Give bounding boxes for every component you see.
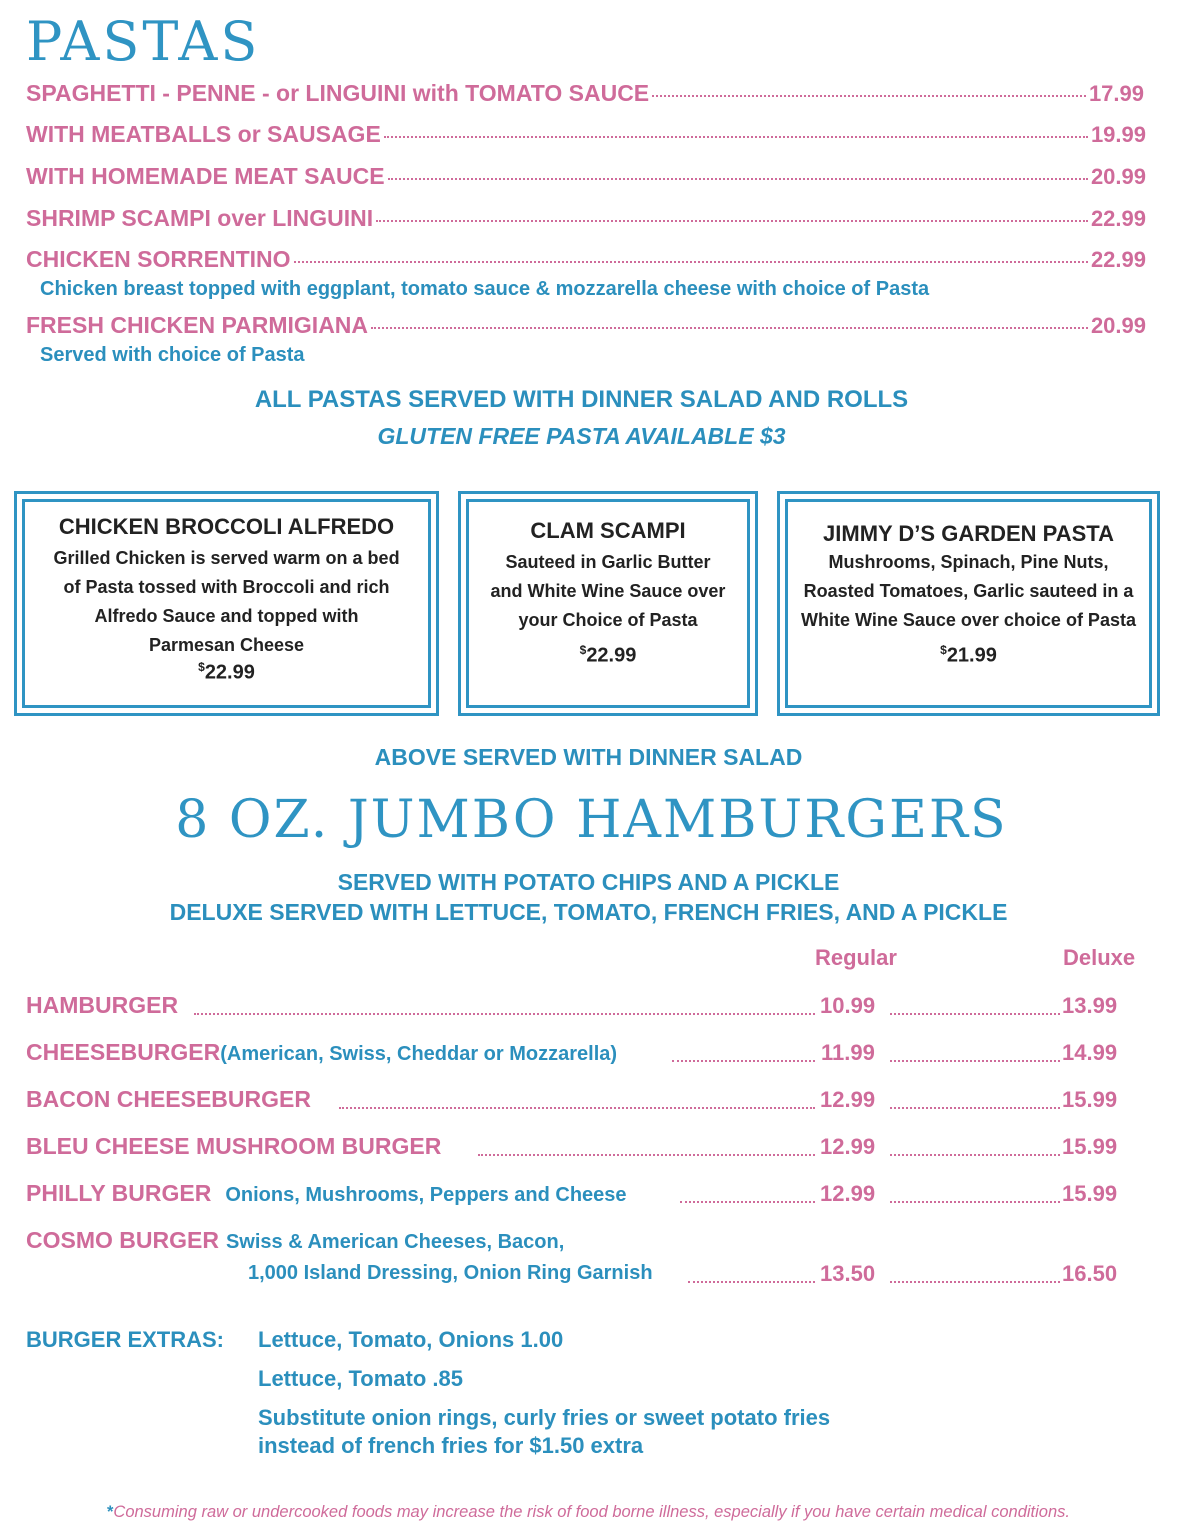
pasta-item-price: 19.99 xyxy=(1090,122,1146,147)
special-price: $21.99 xyxy=(940,643,997,667)
burger-name: BACON CHEESEBURGER xyxy=(26,1086,311,1112)
burger-item xyxy=(26,1133,441,1160)
gluten-free-note: GLUTEN FREE PASTA AVAILABLE $3 xyxy=(377,423,786,449)
pasta-item xyxy=(26,121,1146,148)
burger-deluxe-price: 13.99 xyxy=(1062,993,1118,1018)
burger-name: BLEU CHEESE MUSHROOM BURGER xyxy=(26,1133,442,1159)
special-title: CHICKEN BROCCOLI ALFREDO xyxy=(58,514,395,539)
pasta-note: ALL PASTAS SERVED WITH DINNER SALAD AND ROLLS xyxy=(254,386,909,413)
burger-desc: Swiss & American Cheeses, Bacon, xyxy=(225,1231,565,1253)
pasta-item xyxy=(26,246,1146,273)
disclaimer-text: Consuming raw or undercooked foods may increase the risk of food borne illness, especially if you have certain medical conditions. xyxy=(113,1503,1070,1521)
dotted-leader xyxy=(890,1013,1060,1015)
pasta-item-name: WITH MEATBALLS or SAUSAGE xyxy=(26,121,381,147)
column-deluxe: Deluxe xyxy=(1063,945,1136,970)
special-box xyxy=(458,491,758,716)
burger-name: HAMBURGER xyxy=(26,992,179,1018)
burger-deluxe-price: 15.99 xyxy=(1062,1134,1118,1159)
burger-regular-price: 12.99 xyxy=(820,1134,876,1159)
burger-item xyxy=(26,992,178,1019)
burger-regular-price: 12.99 xyxy=(820,1181,876,1206)
dotted-leader xyxy=(680,1201,815,1203)
special-desc-line: Sauteed in Garlic Butter xyxy=(505,552,711,572)
burger-name: PHILLY BURGER xyxy=(26,1180,212,1206)
burger-extra: Substitute onion rings, curly fries or sweet potato fries xyxy=(258,1405,831,1430)
dotted-leader xyxy=(672,1060,815,1062)
dotted-leader xyxy=(294,261,1088,263)
burger-deluxe-price: 15.99 xyxy=(1062,1181,1118,1206)
pasta-item-price: 17.99 xyxy=(1088,81,1144,106)
burger-extra: Lettuce, Tomato, Onions 1.00 xyxy=(258,1327,564,1352)
special-price: $22.99 xyxy=(579,643,637,667)
special-box-inner xyxy=(466,499,750,708)
pasta-item-name: CHICKEN SORRENTINO xyxy=(26,246,291,272)
burger-deluxe-price: 14.99 xyxy=(1062,1040,1118,1065)
dotted-leader xyxy=(890,1154,1060,1156)
burger-extras-label: BURGER EXTRAS: xyxy=(26,1327,225,1352)
pasta-item-desc: Served with choice of Pasta xyxy=(40,344,305,366)
dotted-leader xyxy=(371,327,1088,329)
dotted-leader xyxy=(890,1107,1060,1109)
dotted-leader xyxy=(652,95,1086,97)
special-desc-line: White Wine Sauce over choice of Pasta xyxy=(801,610,1136,630)
dotted-leader xyxy=(890,1281,1060,1283)
pasta-item xyxy=(26,80,1144,107)
pasta-item-name: FRESH CHICKEN PARMIGIANA xyxy=(26,312,369,338)
pasta-item-name: WITH HOMEMADE MEAT SAUCE xyxy=(26,163,385,189)
burger-desc: (American, Swiss, Cheddar or Mozzarella) xyxy=(220,1043,618,1065)
special-title: JIMMY D’S GARDEN PASTA xyxy=(823,521,1114,546)
special-box-inner xyxy=(785,499,1152,708)
burger-name: CHEESEBURGER xyxy=(26,1039,221,1065)
dotted-leader xyxy=(376,220,1088,222)
burger-regular-price: 11.99 xyxy=(821,1040,875,1065)
disclaimer xyxy=(0,1503,1185,1522)
specials-note: ABOVE SERVED WITH DINNER SALAD xyxy=(374,744,803,770)
dotted-leader xyxy=(890,1060,1060,1062)
burger-item xyxy=(26,1086,311,1113)
burger-item xyxy=(26,1180,627,1207)
pasta-item-name: SPAGHETTI - PENNE - or LINGUINI with TOMATO SAUCE xyxy=(26,80,650,106)
dotted-leader xyxy=(890,1201,1060,1203)
burgers-sub2: DELUXE SERVED WITH LETTUCE, TOMATO, FRENCH FRIES, AND A PICKLE xyxy=(169,899,1008,925)
dotted-leader xyxy=(384,136,1088,138)
pasta-item-desc: Chicken breast topped with eggplant, tomato sauce & mozzarella cheese with choice of Pasta xyxy=(40,278,930,300)
pastas-title: PASTAS xyxy=(26,10,261,73)
burger-regular-price: 13.50 xyxy=(820,1261,876,1286)
special-price: $22.99 xyxy=(198,660,255,684)
burger-extra: instead of french fries for $1.50 extra xyxy=(258,1433,644,1458)
burgers-sub1: SERVED WITH POTATO CHIPS AND A PICKLE xyxy=(337,869,840,895)
special-desc-line: Mushrooms, Spinach, Pine Nuts, xyxy=(828,552,1109,572)
dotted-leader xyxy=(339,1107,815,1109)
pasta-item-price: 20.99 xyxy=(1090,313,1146,338)
special-desc-line: and White Wine Sauce over xyxy=(490,581,726,601)
special-desc-line: your Choice of Pasta xyxy=(518,610,698,630)
special-box xyxy=(14,491,439,716)
special-desc-line: Parmesan Cheese xyxy=(148,635,305,655)
burger-name: COSMO BURGER xyxy=(26,1227,219,1253)
pasta-item xyxy=(26,163,1146,190)
special-box-inner xyxy=(22,499,431,708)
burger-extra: Lettuce, Tomato .85 xyxy=(258,1366,463,1391)
burger-regular-price: 10.99 xyxy=(820,993,876,1018)
burger-deluxe-price: 15.99 xyxy=(1062,1087,1118,1112)
pasta-item-price: 22.99 xyxy=(1090,247,1146,272)
special-desc-line: Grilled Chicken is served warm on a bed xyxy=(53,548,400,568)
burger-item xyxy=(26,1039,617,1066)
special-title: CLAM SCAMPI xyxy=(530,518,686,543)
burger-regular-price: 12.99 xyxy=(820,1087,876,1112)
burger-deluxe-price: 16.50 xyxy=(1062,1261,1118,1286)
burger-desc: Onions, Mushrooms, Peppers and Cheese xyxy=(225,1184,627,1206)
special-desc-line: of Pasta tossed with Broccoli and rich xyxy=(63,577,390,597)
dotted-leader xyxy=(688,1281,815,1283)
column-regular: Regular xyxy=(815,945,897,970)
special-desc-line: Roasted Tomatoes, Garlic sauteed in a xyxy=(803,581,1134,601)
pasta-item-price: 22.99 xyxy=(1090,206,1146,231)
burger-desc-cont: 1,000 Island Dressing, Onion Ring Garnish xyxy=(248,1262,653,1284)
burger-item xyxy=(26,1227,564,1254)
dotted-leader xyxy=(478,1154,815,1156)
dotted-leader xyxy=(388,178,1088,180)
special-box xyxy=(777,491,1160,716)
pasta-item-name: SHRIMP SCAMPI over LINGUINI xyxy=(26,205,374,231)
pasta-item xyxy=(26,312,1146,339)
dotted-leader xyxy=(194,1013,815,1015)
pasta-item-price: 20.99 xyxy=(1090,164,1146,189)
disclaimer-star: * xyxy=(106,1503,114,1521)
burgers-title: 8 OZ. JUMBO HAMBURGERS xyxy=(175,790,1008,850)
special-desc-line: Alfredo Sauce and topped with xyxy=(94,606,359,626)
pasta-item xyxy=(26,205,1146,232)
